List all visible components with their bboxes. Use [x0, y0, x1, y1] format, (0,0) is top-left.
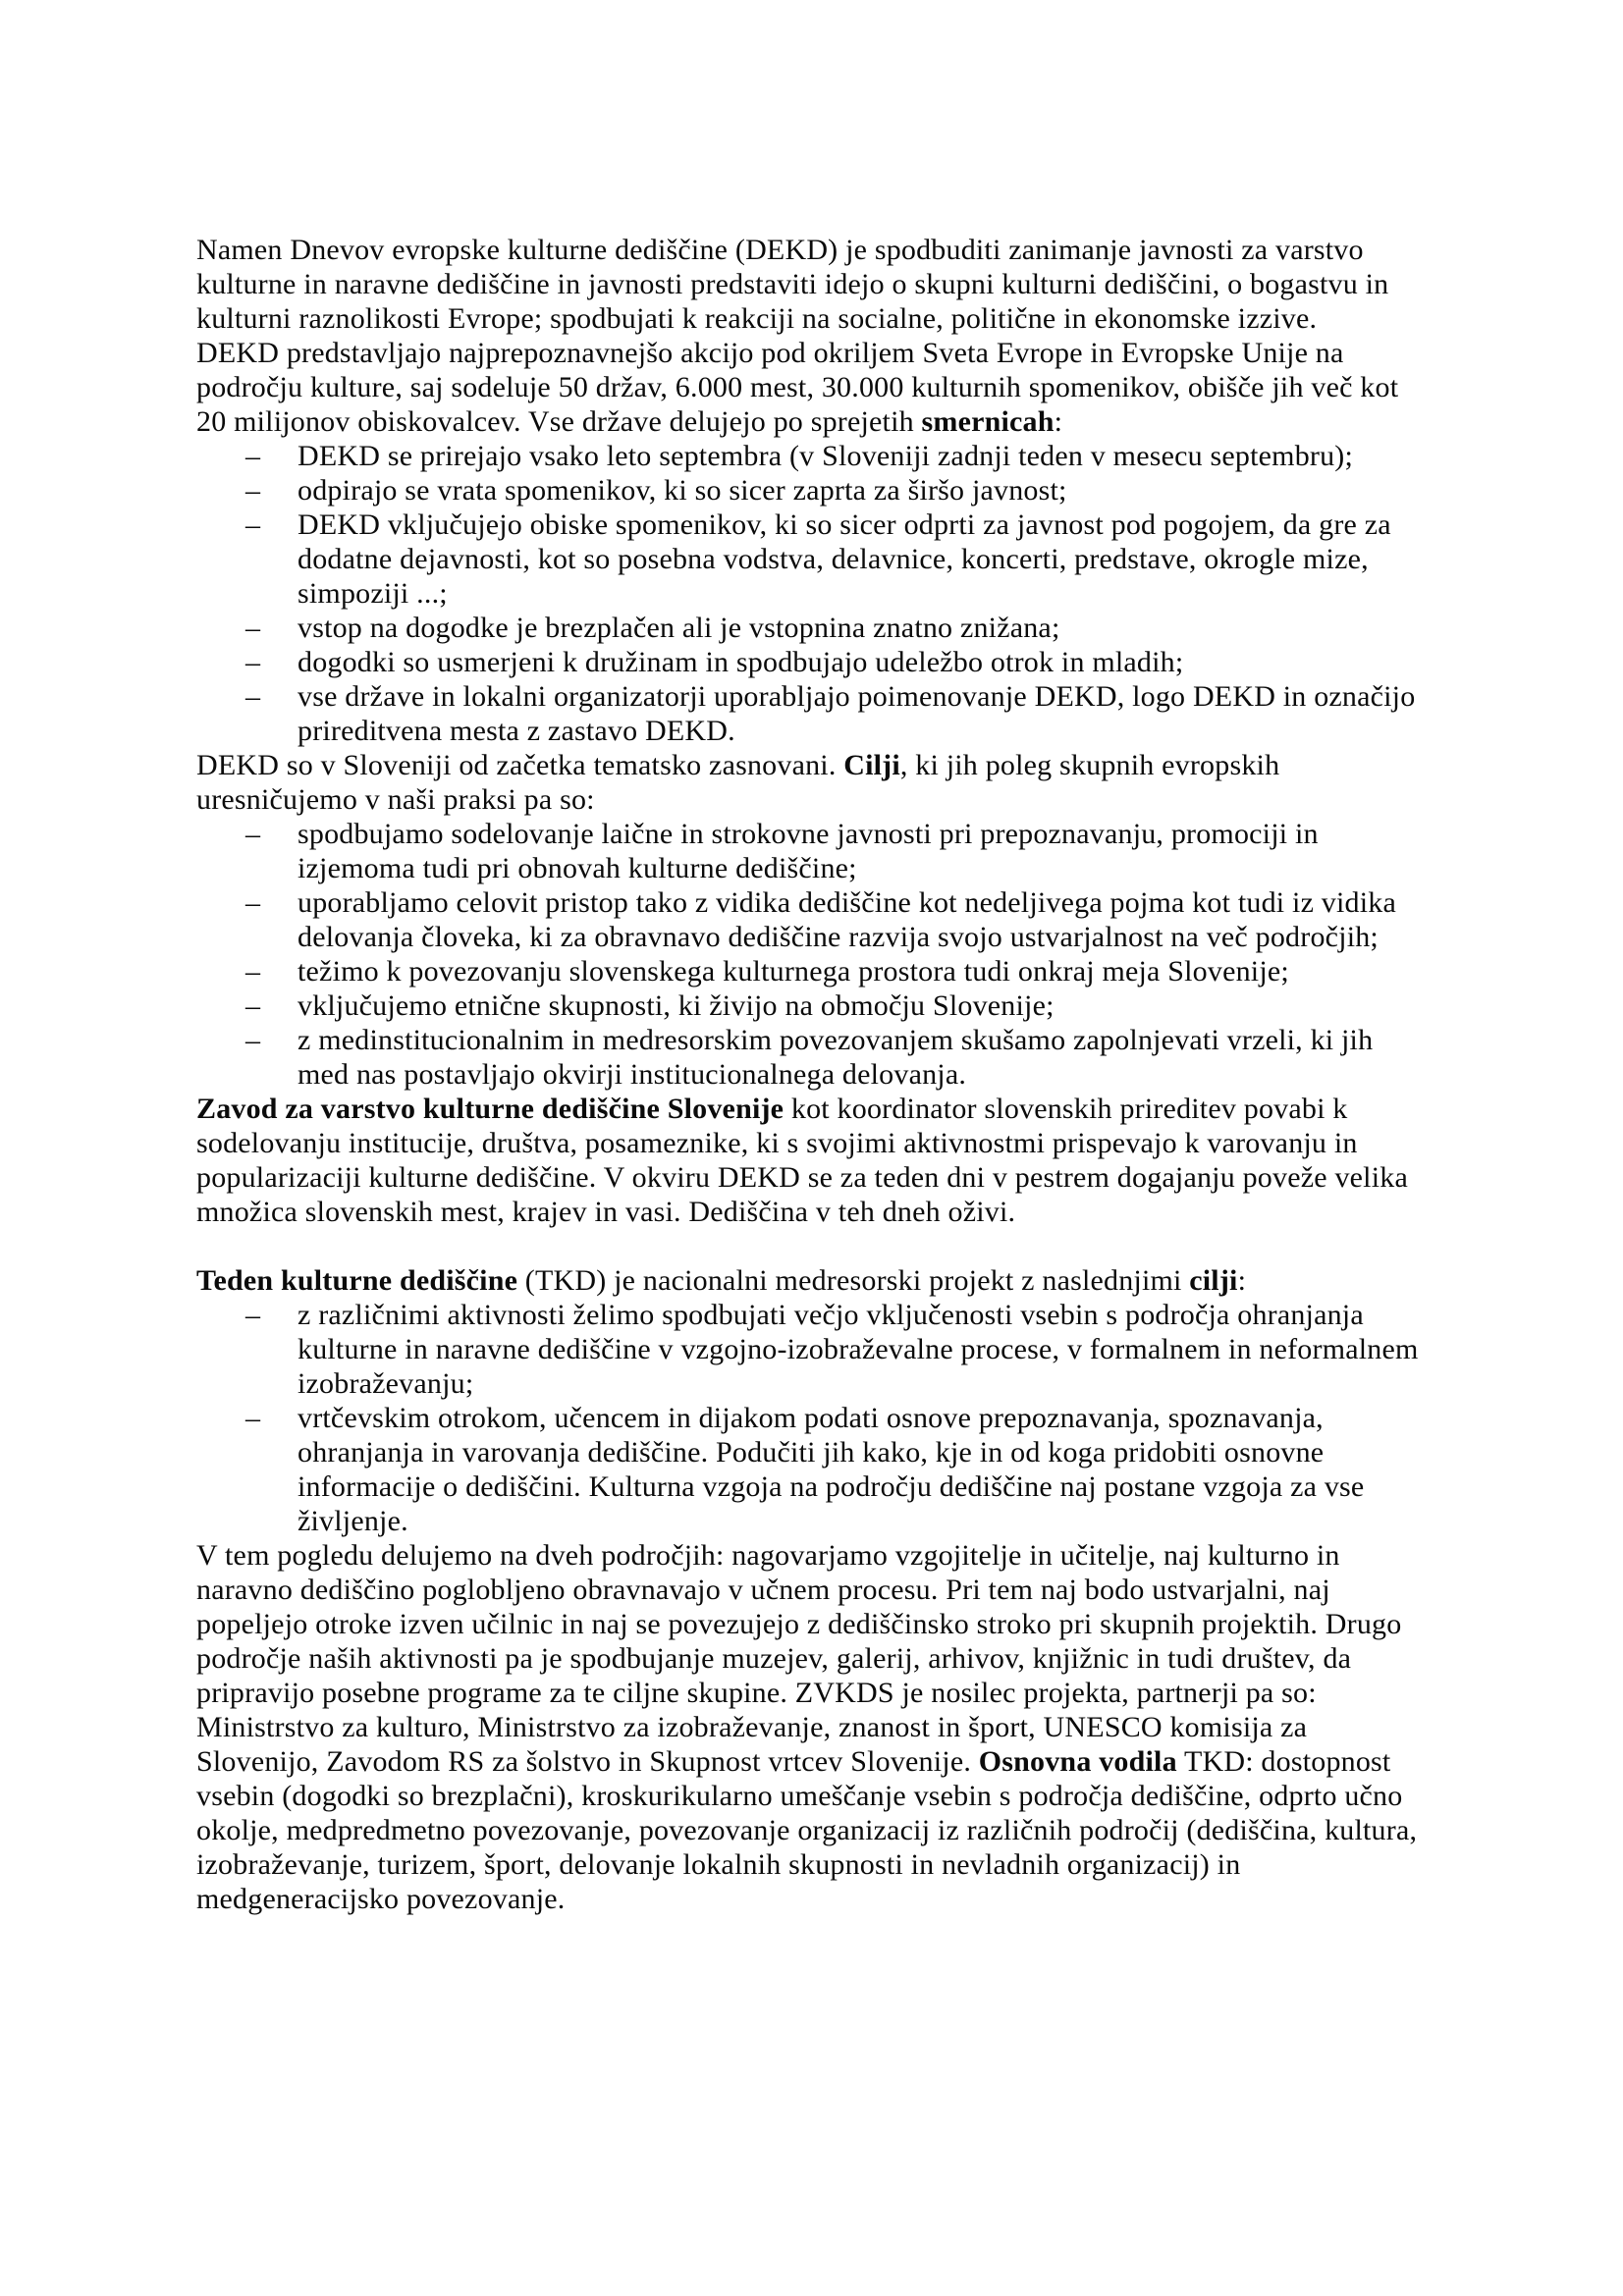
list-item	[196, 817, 1430, 885]
text-run: DEKD so v Sloveniji od začetka tematsko zasnovani.	[196, 749, 844, 781]
text-run: dogodki so usmerjeni k družinam in spodbujajo udeležbo otrok in mladih;	[298, 646, 1184, 678]
text-run: :	[1237, 1264, 1247, 1297]
list-item	[196, 1298, 1430, 1401]
dash-bullet-marker: –	[245, 989, 261, 1022]
text-run: vrtčevskim otrokom, učencem in dijakom podati osnove prepoznavanja, spoznavanja, ohranjanja in varovanja dediščine. Podučiti jih kako, kje in od koga pridobiti osnovne informacije o dediščini. Kulturna vzgoja na področju dediščine naj postane vzgoja za vse življenje.	[298, 1402, 1365, 1537]
cilji-intro-paragraph	[196, 748, 1430, 817]
bold-text-run: cilji	[1189, 1264, 1238, 1297]
dash-bullet-marker: –	[245, 818, 261, 850]
smernice-list	[196, 439, 1430, 748]
text-run: vstop na dogodke je brezplačen ali je vstopnina znatno znižana;	[298, 612, 1060, 644]
list-item	[196, 954, 1430, 988]
list-item	[196, 439, 1430, 473]
bold-text-run: Osnovna vodila	[978, 1745, 1177, 1778]
list-item	[196, 679, 1430, 748]
list-item	[196, 473, 1430, 507]
bold-text-run: Teden kulturne dediščine	[196, 1264, 518, 1297]
text-run: kot koordinator slovenskih prireditev povabi k sodelovanju institucije, društva, posameznike, ki s svojimi aktivnostmi prispevajo k varovanju in popularizaciji kulturne dediščine. V okviru DEKD se za teden dni v pestrem dogajanju poveže velika množica slovenskih mest, krajev in vasi. Dediščina v teh dneh oživi.	[196, 1093, 1408, 1228]
text-run: spodbujamo sodelovanje laične in strokovne javnosti pri prepoznavanju, promociji in izjemoma tudi pri obnovah kulturne dediščine;	[298, 818, 1319, 884]
list-item	[196, 1023, 1430, 1092]
tkd-intro-paragraph	[196, 1263, 1430, 1298]
text-run: z medinstitucionalnim in medresorskim povezovanjem skušamo zapolnjevati vrzeli, ki jih med nas postavljajo okvirji institucionalnega delovanja.	[298, 1024, 1374, 1091]
list-item	[196, 988, 1430, 1023]
dash-bullet-marker: –	[245, 1402, 261, 1434]
list-item	[196, 885, 1430, 954]
list-item	[196, 645, 1430, 679]
text-run: DEKD vključujejo obiske spomenikov, ki so sicer odprti za javnost pod pogojem, da gre za dodatne dejavnosti, kot so posebna vodstva, delavnice, koncerti, predstave, okrogle mize, simpoziji ...;	[298, 508, 1391, 610]
text-run: uporabljamo celovit pristop tako z vidika dediščine kot nedeljivega pojma kot tudi iz vidika delovanja človeka, ki za obravnavo dediščine razvija svojo ustvarjalnost na več področjih;	[298, 886, 1396, 953]
text-run: TKD: dostopnost vsebin (dogodki so brezplačni), kroskurikularno umeščanje vsebin s področja dediščine, odprto učno okolje, medpredmetno povezovanje, povezovanje organizacij iz različnih področij (dediščina, kultura, izobraževanje, turizem, šport, delovanje lokalnih skupnosti in nevladnih organizacij) in medgeneracijsko povezovanje.	[196, 1745, 1418, 1915]
text-run: V tem pogledu delujemo na dveh področjih: nagovarjamo vzgojitelje in učitelje, naj kulturno in naravno dediščino poglobljeno obravnavajo v učnem procesu. Pri tem naj bodo ustvarjalni, naj popeljejo otroke izven učilnic in naj se povezujejo z dediščinsko stroko pri skupnih projektih. Drugo področje naših aktivnosti pa je spodbujanje muzejev, galerij, arhivov, knjižnic in tudi društev, da pripravijo posebne programe za te ciljne skupine. ZVKDS je nosilec projekta, partnerji pa so: Ministrstvo za kulturo, Ministrstvo za izobraževanje, znanost in šport, UNESCO komisija za Slovenijo, Zavodom RS za šolstvo in Skupnost vrtcev Slovenije.	[196, 1539, 1402, 1778]
document-body	[196, 233, 1430, 1916]
dash-bullet-marker: –	[245, 886, 261, 919]
dash-bullet-marker: –	[245, 1299, 261, 1331]
text-run: , ki jih poleg skupnih evropskih uresničujemo v naši praksi pa so:	[196, 749, 1280, 816]
text-run: :	[1054, 405, 1063, 438]
dash-bullet-marker: –	[245, 612, 261, 644]
dash-bullet-marker: –	[245, 646, 261, 678]
intro-paragraph	[196, 233, 1430, 336]
text-run: vključujemo etnične skupnosti, ki živijo na območju Slovenije;	[298, 989, 1055, 1022]
text-run: (TKD) je nacionalni medresorski projekt z naslednjimi	[517, 1264, 1190, 1297]
dash-bullet-marker: –	[245, 955, 261, 988]
text-run: odpirajo se vrata spomenikov, ki so sicer zaprta za širšo javnost;	[298, 474, 1067, 507]
dash-bullet-marker: –	[245, 680, 261, 713]
blank-line	[196, 1229, 1430, 1263]
list-item	[196, 1401, 1430, 1538]
dash-bullet-marker: –	[245, 474, 261, 507]
text-run: težimo k povezovanju slovenskega kulturnega prostora tudi onkraj meja Slovenije;	[298, 955, 1289, 988]
bold-text-run: Zavod za varstvo kulturne dediščine Slovenije	[196, 1093, 784, 1125]
dash-bullet-marker: –	[245, 440, 261, 472]
text-run: vse države in lokalni organizatorji uporabljajo poimenovanje DEKD, logo DEKD in označijo prireditvena mesta z zastavo DEKD.	[298, 680, 1416, 747]
text-run: DEKD predstavljajo najprepoznavnejšo akcijo pod okriljem Sveta Evrope in Evropske Unije na področju kulture, saj sodeluje 50 držav, 6.000 mest, 30.000 kulturnih spomenikov, obišče jih več kot 20 milijonov obiskovalcev. Vse države delujejo po sprejetih	[196, 337, 1399, 438]
zvkds-paragraph	[196, 1092, 1430, 1229]
cilji-list	[196, 817, 1430, 1092]
dash-bullet-marker: –	[245, 1024, 261, 1056]
text-run: DEKD se prirejajo vsako leto septembra (v Sloveniji zadnji teden v mesecu septembru);	[298, 440, 1354, 472]
dekd-overview-paragraph	[196, 336, 1430, 439]
list-item	[196, 507, 1430, 611]
list-item	[196, 611, 1430, 645]
bold-text-run: Cilji	[843, 749, 900, 781]
closing-paragraph	[196, 1538, 1430, 1916]
tkd-cilji-list	[196, 1298, 1430, 1538]
text-run: z različnimi aktivnosti želimo spodbujati večjo vključenosti vsebin s področja ohranjanja kulturne in naravne dediščine v vzgojno-izobraževalne procese, v formalnem in neformalnem izobraževanju;	[298, 1299, 1419, 1400]
bold-text-run: smernicah	[921, 405, 1055, 438]
dash-bullet-marker: –	[245, 508, 261, 541]
text-run: Namen Dnevov evropske kulturne dediščine (DEKD) je spodbuditi zanimanje javnosti za varstvo kulturne in naravne dediščine in javnosti predstaviti idejo o skupni kulturni dediščini, o bogastvu in kulturni raznolikosti Evrope; spodbujati k reakciji na socialne, politične in ekonomske izzive.	[196, 234, 1389, 335]
